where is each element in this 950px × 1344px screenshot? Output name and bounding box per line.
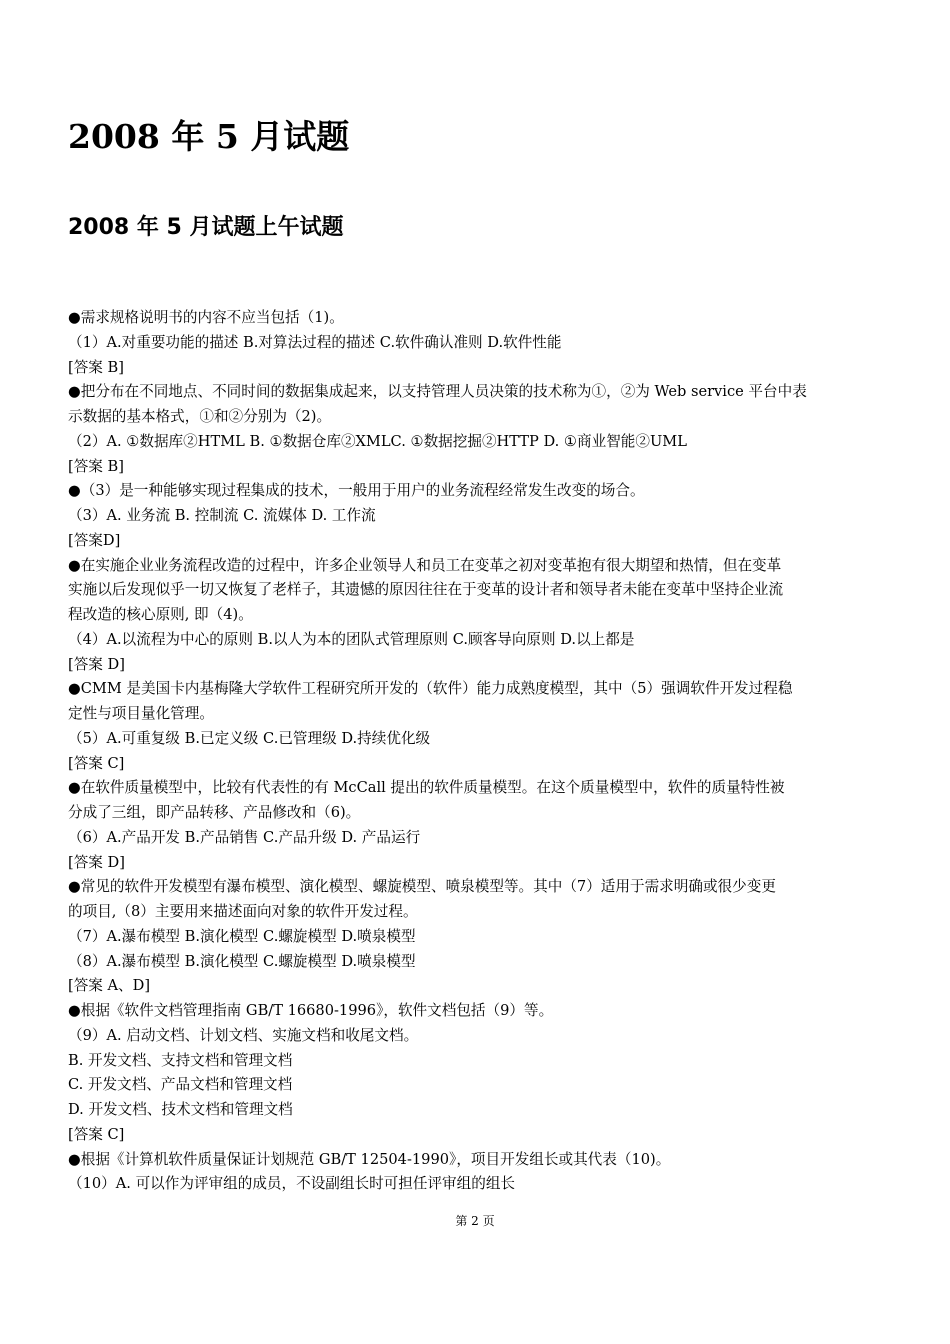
text-line: 定性与项目量化管理。 <box>68 705 214 722</box>
text-line: 分成了三组，即产品转移、产品修改和（6)。 <box>68 804 361 821</box>
text-line: （2）A. ①数据库②HTML B. ①数据仓库②XMLC. ①数据挖掘②HTTP D. ①商业智能②UML <box>68 432 687 450</box>
answer-line: [答案 D] <box>68 655 125 673</box>
text-line: ●常见的软件开发模型有瀑布模型、演化模型、螺旋模型、喷泉模型等。其中（7）适用于需求明确或很少变更 <box>68 878 776 896</box>
text-line: ●在实施企业业务流程改造的过程中，许多企业领导人和员工在变革之初对变革抱有很大期望和热情，但在变革 <box>68 556 782 574</box>
text-line: 示数据的基本格式，①和②分别为（2)。 <box>68 408 332 425</box>
text-line: ●把分布在不同地点、不同时间的数据集成起来，以支持管理人员决策的技术称为①，②为 Web service 平台中表 <box>68 383 807 401</box>
text-line: ●（3）是一种能够实现过程集成的技术，一般用于用户的业务流程经常发生改变的场合。 <box>68 482 645 500</box>
text-line: ●根据《软件文档管理指南 GB/T 16680-1996》，软件文档包括（9）等。 <box>68 1002 554 1019</box>
answer-line: [答案 C] <box>68 754 125 772</box>
section-title: 2008 年 5 月试题上午试题 <box>68 215 344 240</box>
text-line: C. 开发文档、产品文档和管理文档 <box>68 1076 293 1094</box>
question-body <box>68 306 888 1197</box>
text-line: （6）A.产品开发 B.产品销售 C.产品升级 D. 产品运行 <box>68 828 421 846</box>
text-line: （10）A. 可以作为评审组的成员，不设副组长时可担任评审组的组长 <box>68 1175 516 1193</box>
text-line: B. 开发文档、支持文档和管理文档 <box>68 1051 293 1069</box>
text-line: （1）A.对重要功能的描述 B.对算法过程的描述 C.软件确认准则 D.软件性能 <box>68 333 562 351</box>
answer-line: [答案 B] <box>68 457 124 475</box>
text-line: D. 开发文档、技术文档和管理文档 <box>68 1101 293 1118</box>
text-line: （8）A.瀑布模型 B.演化模型 C.螺旋模型 D.喷泉模型 <box>68 952 416 970</box>
text-line: （7）A.瀑布模型 B.演化模型 C.螺旋模型 D.喷泉模型 <box>68 927 416 945</box>
text-line: （9）A. 启动文档、计划文档、实施文档和收尾文档。 <box>68 1026 419 1044</box>
text-line: （3）A. 业务流 B. 控制流 C. 流媒体 D. 工作流 <box>68 507 376 524</box>
answer-line: [答案 A、D] <box>68 977 151 995</box>
page-number: 第 2 页 <box>455 1214 495 1228</box>
answer-line: [答案 C] <box>68 1125 125 1143</box>
answer-line: [答案 D] <box>68 853 125 871</box>
text-line: ●CMM 是美国卡内基梅隆大学软件工程研究所开发的（软件）能力成熟度模型，其中（5）强调软件开发过程稳 <box>68 680 793 698</box>
text-line: 程改造的核心原则, 即（4)。 <box>68 606 253 623</box>
page-title: 2008 年 5 月试题 <box>68 117 350 156</box>
text-line: 实施以后发现似乎一切又恢复了老样子，其遗憾的原因往往在于变革的设计者和领导者未能在变革中坚持企业流 <box>68 581 784 599</box>
text-line: 的项目,（8）主要用来描述面向对象的软件开发过程。 <box>68 903 418 920</box>
text-line: （5）A.可重复级 B.已定义级 C.已管理级 D.持续优化级 <box>68 729 431 747</box>
text-line: ●需求规格说明书的内容不应当包括（1)。 <box>68 309 344 326</box>
text-line: （4）A.以流程为中心的原则 B.以人为本的团队式管理原则 C.顾客导向原则 D.以上都是 <box>68 630 635 648</box>
text-line: ●在软件质量模型中，比较有代表性的有 McCall 提出的软件质量模型。在这个质量模型中，软件的质量特性被 <box>68 779 785 797</box>
text-line: ●根据《计算机软件质量保证计划规范 GB/T 12504-1990》，项目开发组长或其代表（10)。 <box>68 1150 671 1168</box>
answer-line: [答案D] <box>68 531 121 549</box>
answer-line: [答案 B] <box>68 358 124 376</box>
